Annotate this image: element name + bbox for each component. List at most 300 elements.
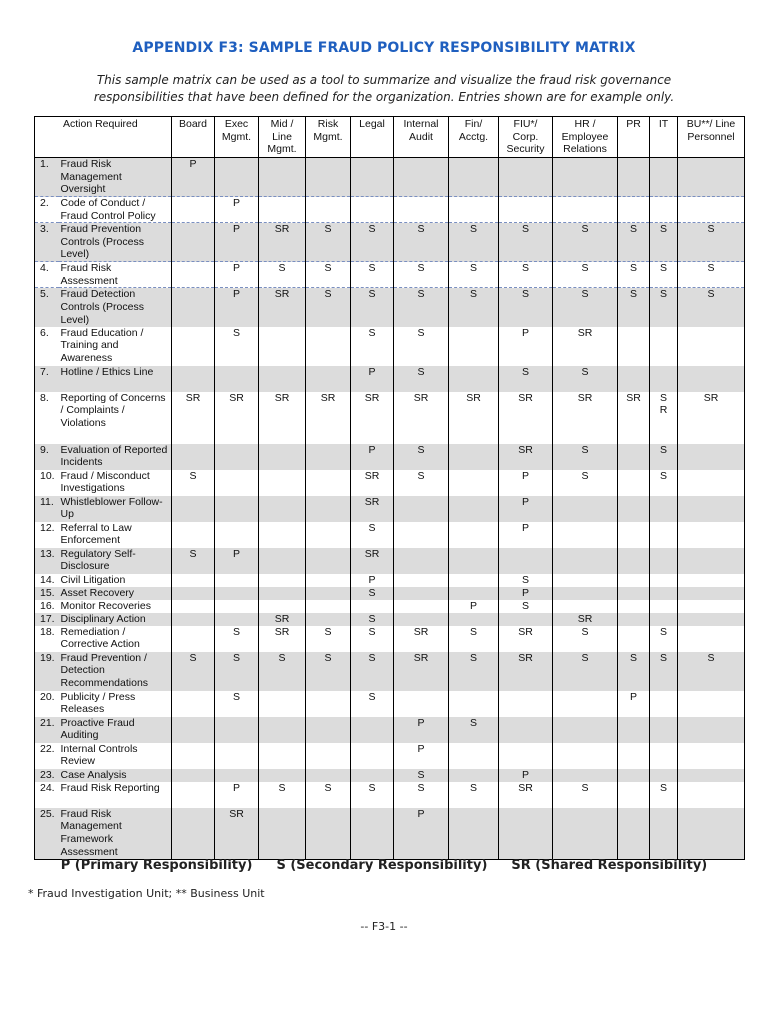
responsibility-cell: SR [172,392,215,444]
column-header: FIU*/ Corp. Security [499,117,553,158]
table-row [35,197,745,223]
responsibility-cell [618,197,650,223]
responsibility-cell: S [678,262,745,288]
responsibility-cell: S [394,769,449,782]
table-row [35,288,745,327]
responsibility-cell [553,743,618,769]
responsibility-cell: S [650,262,678,288]
responsibility-cell: S [259,782,306,808]
responsibility-cell [394,496,449,522]
responsibility-cell: S [553,626,618,652]
responsibility-cell [215,366,259,392]
responsibility-cell [394,158,449,197]
row-number: 21. [35,717,59,743]
responsibility-cell: P [215,197,259,223]
table-row [35,158,745,197]
action-required: Fraud Education / Training and Awareness [59,327,172,366]
responsibility-cell: P [499,522,553,548]
responsibility-cell [394,600,449,613]
action-required: Reporting of Concerns / Complaints / Violations [59,392,172,444]
action-required: Fraud Risk Management Framework Assessment [59,808,172,860]
responsibility-cell [215,574,259,587]
responsibility-cell [499,613,553,626]
responsibility-cell [499,808,553,860]
responsibility-cell [306,444,351,470]
responsibility-cell: S [553,444,618,470]
responsibility-cell: P [172,158,215,197]
responsibility-cell [650,548,678,574]
responsibility-cell [259,366,306,392]
responsibility-cell [172,444,215,470]
responsibility-cell: P [499,470,553,496]
responsibility-cell [351,197,394,223]
responsibility-cell [650,600,678,613]
responsibility-cell: P [215,262,259,288]
action-required: Referral to Law Enforcement [59,522,172,548]
responsibility-cell [553,691,618,717]
responsibility-cell [553,197,618,223]
responsibility-cell [172,613,215,626]
responsibility-cell: S [650,223,678,262]
responsibility-cell [553,587,618,600]
row-number: 25. [35,808,59,860]
responsibility-cell: SR [553,327,618,366]
responsibility-cell [172,574,215,587]
responsibility-cell [449,587,499,600]
responsibility-cell: SR [499,626,553,652]
responsibility-cell: SR [499,782,553,808]
responsibility-cell [618,574,650,587]
table-row [35,327,745,366]
responsibility-cell: S [351,288,394,327]
responsibility-cell [678,327,745,366]
intro-line: responsibilities that have been defined for the organization. Entries shown are for example only. [93,90,675,104]
row-number: 14. [35,574,59,587]
table-row [35,548,745,574]
responsibility-cell: S [215,652,259,691]
responsibility-cell [499,158,553,197]
action-required: Fraud Risk Assessment [59,262,172,288]
responsibility-cell: S [394,288,449,327]
responsibility-cell: S [499,223,553,262]
responsibility-cell [618,782,650,808]
table-row [35,782,745,808]
responsibility-cell [259,158,306,197]
responsibility-cell: P [351,366,394,392]
responsibility-cell [351,743,394,769]
responsibility-cell [172,288,215,327]
responsibility-cell [259,574,306,587]
responsibility-cell: SR [259,288,306,327]
responsibility-cell: S [215,327,259,366]
responsibility-cell [618,626,650,652]
responsibility-cell: P [351,574,394,587]
column-header: Mid / Line Mgmt. [259,117,306,158]
row-number: 17. [35,613,59,626]
responsibility-cell [306,496,351,522]
responsibility-cell [351,769,394,782]
responsibility-cell [678,782,745,808]
responsibility-cell [678,626,745,652]
table-row [35,717,745,743]
responsibility-cell: S [215,691,259,717]
responsibility-cell: S [351,327,394,366]
intro-line: This sample matrix can be used as a tool to summarize and visualize the fraud risk governance [96,73,672,87]
row-number: 8. [35,392,59,444]
table-row [35,691,745,717]
row-number: 15. [35,587,59,600]
responsibility-cell [306,522,351,548]
responsibility-cell [449,470,499,496]
action-required: Disciplinary Action [59,613,172,626]
responsibility-cell: P [215,223,259,262]
responsibility-cell [499,743,553,769]
responsibility-cell [449,496,499,522]
responsibility-cell: S [394,223,449,262]
row-number: 16. [35,600,59,613]
responsibility-cell [215,717,259,743]
responsibility-cell [172,769,215,782]
responsibility-cell [678,717,745,743]
footnote: * Fraud Investigation Unit; ** Business Unit [28,887,265,900]
intro-text [60,72,708,106]
responsibility-cell [394,691,449,717]
responsibility-cell [449,366,499,392]
row-number: 18. [35,626,59,652]
row-number: 11. [35,496,59,522]
responsibility-cell: SR [351,392,394,444]
responsibility-cell: S [650,626,678,652]
action-required: Code of Conduct / Fraud Control Policy [59,197,172,223]
responsibility-cell: P [618,691,650,717]
responsibility-cell: S [678,223,745,262]
responsibility-cell: S [394,262,449,288]
table-row [35,496,745,522]
responsibility-cell [215,158,259,197]
table-row [35,626,745,652]
responsibility-cell: SR [394,626,449,652]
responsibility-cell: S [553,366,618,392]
responsibility-cell [678,158,745,197]
responsibility-cell [215,587,259,600]
responsibility-cell: S [650,288,678,327]
responsibility-cell: S [650,652,678,691]
matrix-body [35,158,745,860]
responsibility-cell: S [351,613,394,626]
responsibility-cell [678,496,745,522]
responsibility-cell [553,496,618,522]
responsibility-cell: SR [306,392,351,444]
responsibility-cell [259,548,306,574]
responsibility-cell [618,327,650,366]
responsibility-cell [394,587,449,600]
responsibility-cell [553,158,618,197]
responsibility-cell [618,158,650,197]
responsibility-cell [678,574,745,587]
responsibility-cell [394,522,449,548]
action-required: Fraud Detection Controls (Process Level) [59,288,172,327]
action-required: Civil Litigation [59,574,172,587]
responsibility-cell [259,769,306,782]
responsibility-cell [215,743,259,769]
responsibility-cell [499,717,553,743]
responsibility-cell: P [215,288,259,327]
responsibility-cell: S [499,600,553,613]
responsibility-cell [618,496,650,522]
responsibility-cell [449,444,499,470]
responsibility-cell: S [618,288,650,327]
responsibility-cell [306,717,351,743]
responsibility-cell: SR [259,223,306,262]
responsibility-cell [449,613,499,626]
responsibility-cell: P [394,743,449,769]
responsibility-cell [650,197,678,223]
responsibility-cell: P [351,444,394,470]
responsibility-cell: S [215,626,259,652]
responsibility-cell: P [215,782,259,808]
responsibility-cell: SR [351,496,394,522]
responsibility-cell [449,808,499,860]
responsibility-cell [618,743,650,769]
responsibility-cell: S [449,782,499,808]
responsibility-cell: S [306,288,351,327]
responsibility-cell: S [394,327,449,366]
row-number: 10. [35,470,59,496]
action-required: Fraud Risk Reporting [59,782,172,808]
responsibility-cell [678,691,745,717]
responsibility-cell [618,548,650,574]
column-header: Fin/ Acctg. [449,117,499,158]
row-number: 3. [35,223,59,262]
responsibility-cell: S [678,288,745,327]
row-number: 12. [35,522,59,548]
responsibility-cell: S [394,366,449,392]
responsibility-cell [449,158,499,197]
row-number: 2. [35,197,59,223]
action-required: Fraud / Misconduct Investigations [59,470,172,496]
responsibility-cell [650,717,678,743]
responsibility-cell [650,574,678,587]
page-number: -- F3-1 -- [360,920,408,933]
responsibility-cell: SR [394,392,449,444]
responsibility-cell [678,587,745,600]
row-number: 24. [35,782,59,808]
action-required: Proactive Fraud Auditing [59,717,172,743]
responsibility-cell [618,366,650,392]
responsibility-cell [306,470,351,496]
responsibility-cell [306,366,351,392]
responsibility-cell: S [351,262,394,288]
responsibility-cell: S [449,626,499,652]
matrix-header-row [35,117,745,158]
responsibility-cell [650,808,678,860]
responsibility-cell [650,366,678,392]
row-number: 4. [35,262,59,288]
responsibility-cell: S [351,691,394,717]
responsibility-cell: SR [449,392,499,444]
responsibility-cell: S [499,262,553,288]
responsibility-cell [618,600,650,613]
responsibility-cell: S R [650,392,678,444]
responsibility-cell: SR [394,652,449,691]
responsibility-cell [172,808,215,860]
table-row [35,262,745,288]
responsibility-cell [394,197,449,223]
responsibility-cell [553,522,618,548]
row-number: 19. [35,652,59,691]
responsibility-cell: SR [215,392,259,444]
column-header: IT [650,117,678,158]
responsibility-cell: SR [499,652,553,691]
responsibility-cell [449,548,499,574]
responsibility-cell: P [499,587,553,600]
table-row [35,743,745,769]
row-number: 23. [35,769,59,782]
responsibility-cell [172,327,215,366]
responsibility-cell [172,197,215,223]
responsibility-cell [351,808,394,860]
responsibility-cell: S [172,652,215,691]
responsibility-cell [172,600,215,613]
responsibility-cell [618,808,650,860]
responsibility-cell [259,808,306,860]
row-number: 1. [35,158,59,197]
responsibility-cell [618,470,650,496]
responsibility-cell [650,587,678,600]
table-row [35,223,745,262]
page-title: APPENDIX F3: SAMPLE FRAUD POLICY RESPONSIBILITY MATRIX [132,40,636,56]
responsibility-cell: S [553,223,618,262]
action-required: Publicity / Press Releases [59,691,172,717]
responsibility-cell [499,548,553,574]
responsibility-cell: S [678,652,745,691]
responsibility-cell [259,717,306,743]
responsibility-cell [306,548,351,574]
responsibility-cell [306,574,351,587]
table-row [35,769,745,782]
responsibility-cell [394,574,449,587]
responsibility-cell: S [650,782,678,808]
action-required: Regulatory Self-Disclosure [59,548,172,574]
responsibility-cell [678,197,745,223]
table-row [35,574,745,587]
responsibility-cell: S [553,652,618,691]
responsibility-cell [449,691,499,717]
responsibility-cell: S [449,288,499,327]
responsibility-cell [259,470,306,496]
column-header: Risk Mgmt. [306,117,351,158]
responsibility-cell [650,613,678,626]
responsibility-cell [650,158,678,197]
responsibility-cell [351,717,394,743]
responsibility-cell [172,223,215,262]
responsibility-cell [394,548,449,574]
responsibility-cell [678,470,745,496]
responsibility-cell [618,587,650,600]
responsibility-cell: S [650,470,678,496]
responsibility-cell [678,444,745,470]
responsibility-cell [650,769,678,782]
responsibility-cell: S [351,223,394,262]
responsibility-cell [259,444,306,470]
responsibility-cell [553,769,618,782]
responsibility-cell [172,626,215,652]
action-required: Monitor Recoveries [59,600,172,613]
responsibility-cell [449,197,499,223]
responsibility-cell: S [259,652,306,691]
responsibility-cell: SR [259,613,306,626]
action-required: Evaluation of Reported Incidents [59,444,172,470]
responsibility-cell [650,522,678,548]
responsibility-cell [172,522,215,548]
responsibility-cell [306,769,351,782]
responsibility-cell [553,717,618,743]
responsibility-cell: S [394,470,449,496]
action-required: Internal Controls Review [59,743,172,769]
responsibility-cell [306,808,351,860]
responsibility-cell [172,366,215,392]
column-header: Legal [351,117,394,158]
responsibility-cell: S [618,652,650,691]
responsibility-cell [618,444,650,470]
responsibility-cell: P [394,808,449,860]
responsibility-cell: S [351,782,394,808]
responsibility-cell [215,496,259,522]
responsibility-cell: SR [553,392,618,444]
responsibility-cell [449,574,499,587]
column-header: Internal Audit [394,117,449,158]
responsibility-cell [172,691,215,717]
responsibility-cell: S [351,652,394,691]
responsibility-cell [306,743,351,769]
responsibility-cell [306,613,351,626]
responsibility-cell [306,600,351,613]
table-row [35,522,745,548]
legend [0,858,768,873]
responsibility-cell [172,717,215,743]
responsibility-cell [678,613,745,626]
responsibility-cell: S [394,782,449,808]
responsibility-cell [678,769,745,782]
responsibility-cell [306,197,351,223]
responsibility-cell [449,769,499,782]
table-row [35,366,745,392]
responsibility-cell [553,600,618,613]
action-required: Fraud Risk Management Oversight [59,158,172,197]
responsibility-cell [678,743,745,769]
table-row [35,470,745,496]
responsibility-cell [553,808,618,860]
responsibility-cell [306,691,351,717]
responsibility-cell [678,522,745,548]
responsibility-cell [553,548,618,574]
responsibility-cell: SR [553,613,618,626]
responsibility-cell [678,600,745,613]
responsibility-cell: S [553,288,618,327]
responsibility-cell: S [394,444,449,470]
legend-primary: P (Primary Responsibility) [60,858,253,873]
legend-shared: SR (Shared Responsibility) [511,858,708,873]
responsibility-cell [449,743,499,769]
responsibility-cell [172,743,215,769]
row-number: 22. [35,743,59,769]
column-header: HR / Employee Relations [553,117,618,158]
responsibility-cell [215,444,259,470]
row-number: 13. [35,548,59,574]
table-row [35,600,745,613]
responsibility-cell: S [172,548,215,574]
responsibility-cell: S [351,587,394,600]
